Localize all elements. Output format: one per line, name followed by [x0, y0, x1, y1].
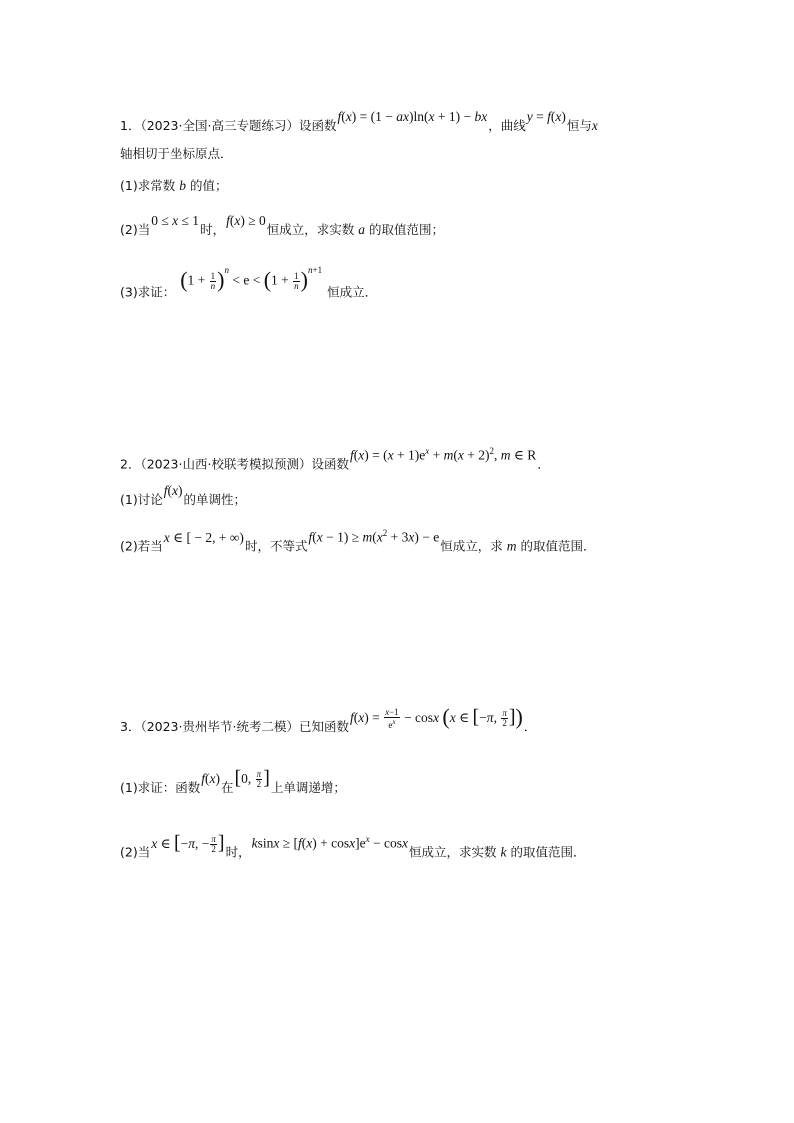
problem-2-part-1-tail: 的单调性；: [183, 492, 246, 507]
problem-2-part-2-shi: 时，不等式: [244, 538, 308, 554]
problem-1-part-2-shi: 时，: [200, 222, 226, 237]
problem-1-line-2-text: 轴相切于坐标原点．: [120, 146, 233, 161]
problem-2-part-2-label: (2)若当: [120, 538, 163, 554]
problem-1-part-3-label: (3)求证：: [120, 284, 176, 300]
problem-3-function: f(x) = $\frac{x-1}{e^x}$ − cosx (x ∈ [−π, $\frac{\pi}{2}$ ]): [349, 704, 523, 730]
problem-2-source: （2023·山西·校联考模拟预测）: [140, 456, 312, 472]
problem-2-part-1-label: (1)讨论: [120, 492, 163, 507]
problem-3-part-2-label: (2)当: [120, 844, 151, 860]
problem-1-part-1-label: (1)求常数: [120, 178, 176, 193]
problem-1-part-2-var: a: [358, 222, 365, 237]
problem-1-part-3-inequality: (1 + $\frac{1}{n}$ )$^n$ < e < (1 + $\frac{1}{n}$ )$^{n+1}$: [180, 265, 323, 292]
problem-2-part-2-mid: 恒成立，求: [440, 538, 503, 554]
problem-3-end: ．: [523, 719, 537, 734]
problem-1-curve: y = f(x): [526, 109, 566, 124]
problem-1-line-2: [120, 146, 233, 162]
problem-2-part-2-ineq: $f(x - 1) \ge m(x^2 + 3x) - e$: [308, 528, 440, 545]
problem-1-x-var: x: [591, 118, 598, 133]
problem-2-function: $f(x) = (x + 1)e^x + m(x + 2)^2$, m ∈ R: [349, 446, 537, 463]
problem-3-part-2-shi: 时，: [225, 844, 251, 860]
problem-1-part-2-tail: 的取值范围；: [368, 222, 444, 237]
problem-3-intro: 已知函数: [298, 719, 349, 734]
problem-1-part-1: [120, 178, 227, 194]
problem-3-part-1: [120, 767, 346, 798]
problem-3-source: （2023·贵州毕节·统考二模）: [140, 719, 299, 734]
problem-3-part-2-var: k: [500, 844, 507, 860]
problem-3-part-2-tail: 的取值范围．: [510, 844, 586, 860]
problem-1-part-1-tail: 的值；: [189, 178, 228, 193]
problem-1-tail: 恒与: [566, 118, 592, 133]
problem-3-part-1-interval: [0, $\frac{\pi}{2}$ ]: [234, 767, 270, 790]
problem-2-intro: 设函数: [311, 456, 349, 472]
problem-1-line-1: [120, 109, 598, 134]
problem-1-part-3-tail: 恒成立．: [327, 284, 378, 300]
problem-3-part-2: [120, 831, 586, 863]
problem-3-part-2-ineq: $ksinx \ge [f(x) + \cos x]e^x - \cos x$: [251, 834, 409, 851]
problem-2-number: 2．: [120, 456, 141, 472]
problem-2-part-2: [120, 528, 596, 555]
problem-3-part-1-tail: 上单调递增；: [270, 780, 346, 795]
problem-1-part-2-range: 0 ≤ x ≤ 1: [151, 213, 200, 228]
problem-2-part-2-var: m: [506, 538, 517, 554]
problem-2-part-1: [120, 483, 246, 508]
problem-1-source: （2023·全国·高三专题练习）: [140, 118, 299, 133]
problem-3-number: 3．: [120, 719, 141, 734]
problem-2-end: ．: [537, 456, 550, 472]
problem-1-part-1-var: b: [179, 178, 186, 193]
problem-3-part-2-mid: 恒成立，求实数: [409, 844, 497, 860]
problem-3-part-2-domain: x ∈ [−π, − $\frac{\pi}{2}$ ]: [151, 831, 225, 854]
problem-1-intro: 设函数: [298, 118, 337, 133]
problem-3-part-1-func: f(x): [201, 771, 220, 786]
problem-3-line-1: [120, 704, 537, 739]
problem-2-part-2-domain: x ∈ [ − 2, + ∞): [163, 529, 244, 545]
problem-1-part-2: [120, 213, 444, 238]
problem-1-number: 1．: [120, 118, 141, 133]
problem-1-curve-text: ，曲线: [488, 118, 526, 133]
problem-1-part-3: [120, 265, 378, 303]
problem-1-function: f(x) = (1 − ax)ln(x + 1) − bx: [337, 109, 488, 124]
problem-1-part-2-ineq: f(x) ≥ 0: [226, 213, 266, 228]
problem-1-part-2-label: (2)当: [120, 222, 151, 237]
problem-2-line-1: [120, 446, 550, 473]
problem-2-part-1-func: f(x): [163, 483, 183, 498]
problem-3-part-1-label: (1)求证：函数: [120, 780, 201, 795]
problem-1-part-2-mid: 恒成立，求实数: [266, 222, 355, 237]
problem-2-part-2-tail: 的取值范围．: [520, 538, 596, 554]
problem-3-part-1-zai: 在: [220, 780, 234, 795]
